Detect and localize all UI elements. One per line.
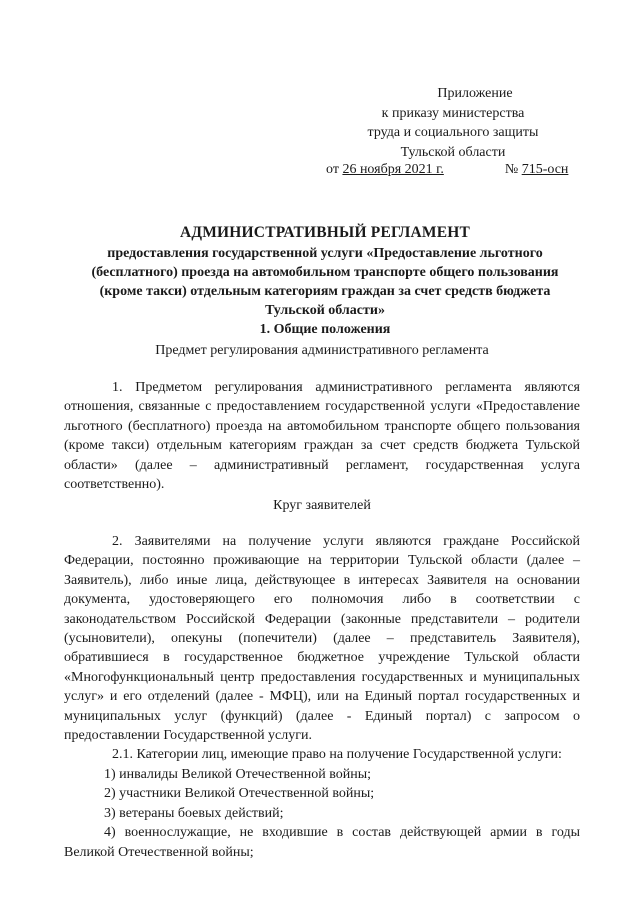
applicants-paragraph: 2. Заявителями на получение услуги являются граждане Российской Федерации, постоянно проживающие на территории Тульской области (далее – Заявитель), либо иные лица, действующее в интересах Заявителя на основании документа, удостоверяющего его полномочия либо в соответствии с законодательством Российской Федерации (законные представители – родители (усыновители), опекуны (попечители) (далее – представитель Заявителя), обратившиеся в государственное бюджетное учреждение Тульской области «Многофункциональный центр предоставления государственных и муниципальных услуг» и его отделений (далее - МФЦ), или на Единый портал государственных и муниципальных услуг (функций) (далее - Единый портал) с запросом о предоставлении Государственной услуги. (64, 534, 580, 744)
appendix-title: Приложение (437, 86, 513, 101)
subject-paragraph: 1. Предметом регулирования административного регламента являются отношения, связанные с предоставлением государственной услуги «Предоставление льготного (бесплатного) проезда на автомобильном транспорте общего пользования (кроме такси) отдельным категориям граждан за счет средств бюджета Тульской области» (далее – административный регламент, государственная услуга соответственно). (64, 380, 580, 493)
subject-heading: Предмет регулирования административного регламента (155, 343, 489, 358)
document-subtitle: предоставления государственной услуги «Предоставление льготного (бесплатного) проезда на автомобильном транспорте общего пользования (кроме такси) отдельным категориям граждан за счет средств бюджета Тульской области» (91, 246, 559, 318)
number-label: № (504, 162, 519, 177)
document-title: АДМИНИСТРАТИВНЫЙ РЕГЛАМЕНТ (179, 224, 471, 241)
order-number: 715-осн (521, 162, 569, 177)
applicants-heading: Круг заявителей (273, 498, 371, 513)
appendix-line-order: к приказу министерства (381, 105, 525, 121)
categories-intro: 2.1. Категории лиц, имеющие право на получение Государственной услуги: (112, 747, 562, 763)
subject-paragraph-block (64, 378, 580, 494)
from-label: от (326, 162, 339, 177)
categories-list (64, 765, 580, 862)
list-item: 4) военнослужащие, не входившие в состав действующей армии в годы Великой Отечественной войны; (64, 825, 580, 860)
order-date: 26 ноября 2021 г. (342, 162, 444, 177)
appendix-line-region: Тульской области (400, 144, 506, 160)
list-item: 1) инвалиды Великой Отечественной войны; (104, 766, 372, 782)
appendix-header (318, 84, 588, 162)
section-title: 1. Общие положения (259, 322, 391, 337)
document-title-block (70, 222, 580, 339)
order-date-number (326, 162, 586, 178)
list-item: 2) участники Великой Отечественной войны; (104, 786, 375, 802)
appendix-line-ministry: труда и социального защиты (367, 125, 539, 140)
applicants-block (64, 532, 580, 862)
list-item: 3) ветераны боевых действий; (104, 805, 284, 821)
